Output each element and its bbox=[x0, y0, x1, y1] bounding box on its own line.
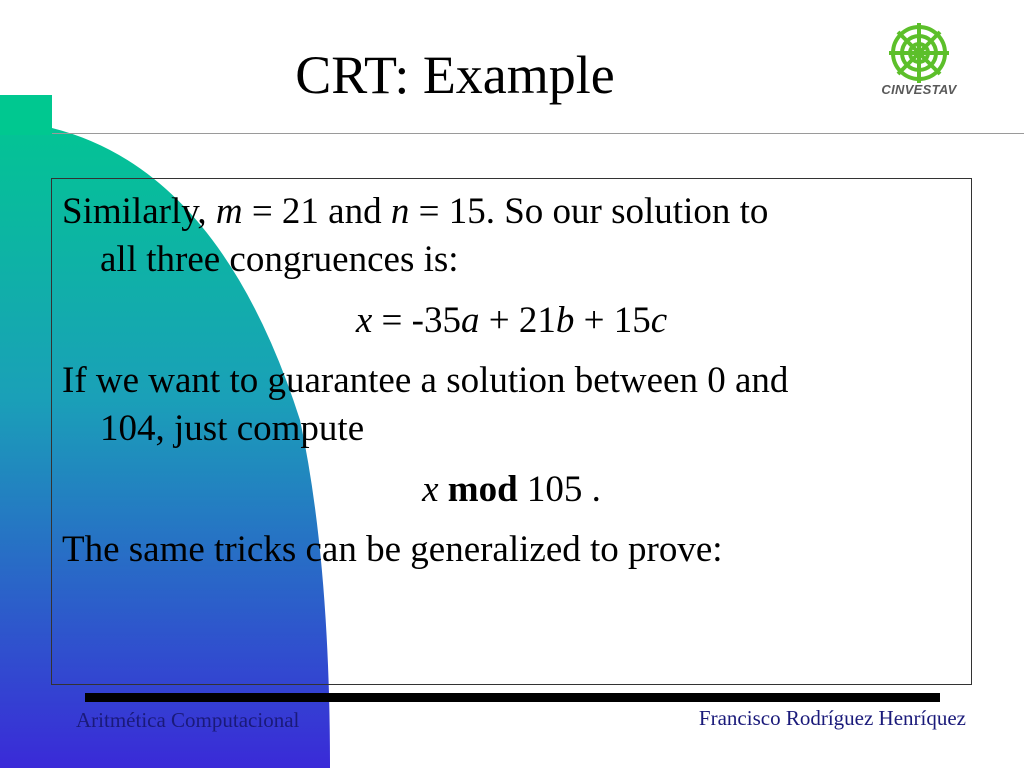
mod-operator: mod bbox=[447, 469, 518, 510]
paragraph-2 bbox=[62, 357, 962, 453]
footer-author: Francisco Rodríguez Henríquez bbox=[698, 706, 966, 730]
text: If we want to guarantee a solution between 0 and bbox=[62, 360, 789, 401]
var-a: a bbox=[460, 300, 480, 341]
slide-title: CRT: Example bbox=[295, 45, 615, 105]
equation-2 bbox=[51, 466, 972, 514]
text: Similarly, bbox=[62, 191, 216, 232]
footer-bar bbox=[85, 693, 940, 702]
equation-1 bbox=[51, 297, 972, 345]
title-divider bbox=[52, 133, 1024, 134]
text: 104, just compute bbox=[100, 408, 365, 449]
paragraph-3 bbox=[62, 526, 962, 574]
footer-course-title: Aritmética Computacional bbox=[76, 708, 300, 732]
text: 105 . bbox=[517, 469, 601, 510]
text: = 21 and bbox=[242, 191, 391, 232]
var-m: m bbox=[215, 191, 243, 232]
var-x: x bbox=[422, 469, 439, 510]
paragraph-1 bbox=[62, 188, 962, 284]
var-c: c bbox=[650, 300, 668, 341]
text: The same tricks can be generalized to prove: bbox=[62, 529, 723, 570]
text: = -35 bbox=[372, 300, 461, 341]
var-b: b bbox=[555, 300, 575, 341]
var-n: n bbox=[390, 191, 410, 232]
text: = 15. So our solution to bbox=[409, 191, 769, 232]
text: + 15 bbox=[574, 300, 651, 341]
logo-text: CINVESTAV bbox=[881, 82, 957, 97]
text: all three congruences is: bbox=[100, 239, 459, 280]
cinvestav-logo bbox=[872, 22, 966, 104]
var-x: x bbox=[355, 300, 373, 341]
text: + 21 bbox=[479, 300, 556, 341]
gear-icon bbox=[872, 22, 966, 84]
